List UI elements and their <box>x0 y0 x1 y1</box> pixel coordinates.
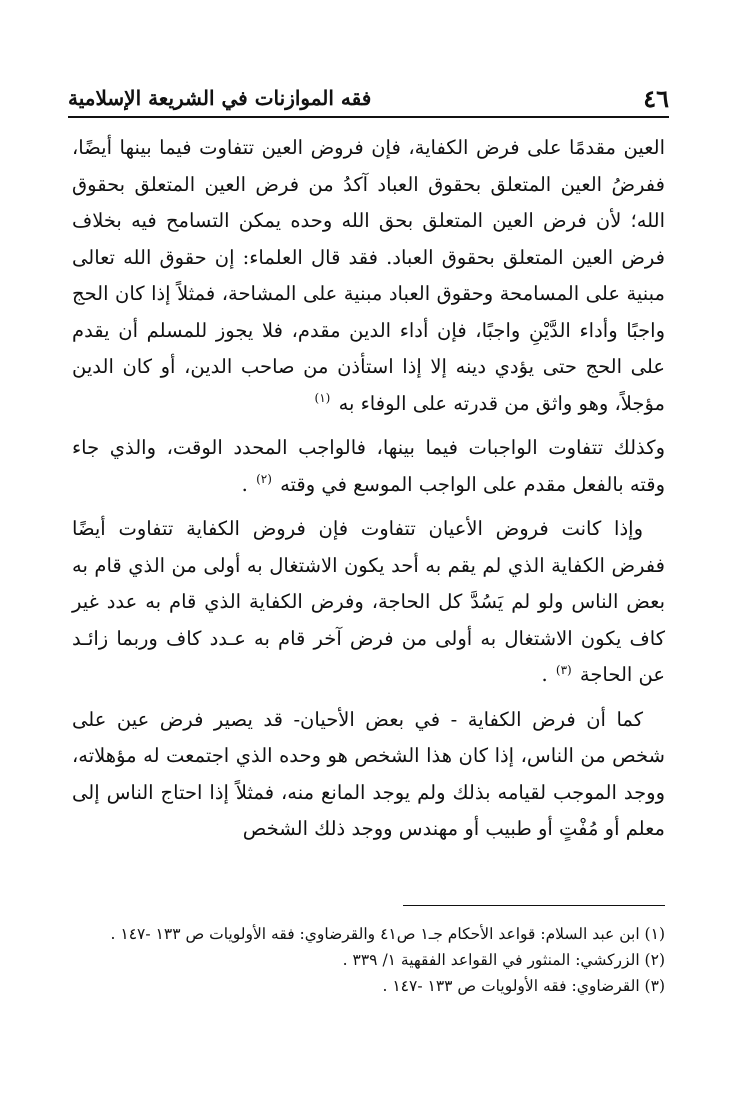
footnote-separator <box>403 905 665 906</box>
paragraph-1-text: العين مقدمًا على فرض الكفاية، فإن فروض العين تتفاوت فيما بينها أيضًا، ففرضُ العين المتعلق بحقوق العباد آكدُ من فرض العين المتعلق بحقوق الله؛ لأن فرض العين المتعلق بحق الله وحده يمكن التسامح فيه بخلاف فرض العين المتعلق بحقوق العباد. فقد قال العلماء: إن حقوق الله تعالى مبنية على المسامحة وحقوق العباد مبنية على المشاحة، فمثلاً إذا كان الحج واجبًا وأداء الدَّيْنِ واجبًا، فإن أداء الدين مقدم، فلا يجوز للمسلم أن يقدم على الحج حتى يؤدي دينه إلا إذا استأذن من صاحب الدين، أو كان الدين مؤجلاً، وهو واثق من قدرته على الوفاء به <box>72 136 665 415</box>
body-text <box>72 130 665 848</box>
footnote-marker-2: (٢) <box>256 472 272 486</box>
paragraph-4-text: كما أن فرض الكفاية - في بعض الأحيان- قد يصير فرض عين على شخص من الناس، إذا كان هذا الشخص هو وحده الذي اجتمعت له مؤهلاته، ووجد الموجب لقيامه بذلك ولم يوجد المانع منه، فمثلاً إذا احتاج الناس إلى معلم أو مُفْتٍ أو طبيب أو مهندس ووجد ذلك الشخص <box>72 707 665 840</box>
footnotes <box>72 922 665 1000</box>
period-3: . <box>541 663 548 686</box>
period-2: . <box>241 472 248 496</box>
footnote-marker-1: (١) <box>314 391 331 405</box>
paragraph-2-text: وكذلك تتفاوت الواجبات فيما بينها، فالواجب المحدد الوقت، والذي جاء وقته بالفعل مقدم على الواجب الموسع في وقته <box>72 436 665 496</box>
paragraph-2 <box>72 430 665 503</box>
footnote-1: (١) ابن عبد السلام: قواعد الأحكام جـ١ ص٤١ والقرضاوي: فقه الأولويات ص ١٣٣ -١٤٧ . <box>110 925 665 943</box>
footnote-marker-3: (٣) <box>555 662 572 677</box>
paragraph-3 <box>72 511 665 694</box>
footnote-2: (٢) الزركشي: المنثور في القواعد الفقهية ١/ ٣٣٩ . <box>342 951 665 969</box>
page-number: ٤٦ <box>643 83 669 113</box>
footnote-3: (٣) القرضاوي: فقه الأولويات ص ١٣٣ -١٤٧ . <box>382 977 665 995</box>
paragraph-4 <box>72 702 665 848</box>
running-title: فقه الموازنات في الشريعة الإسلامية <box>68 86 372 110</box>
page-header <box>68 80 669 118</box>
paragraph-3-text: وإذا كانت فروض الأعيان تتفاوت فإن فروض الكفاية تتفاوت أيضًا ففرض الكفاية الذي لم يقم به أحد يكون الاشتغال به أولى من الذي قام به بعض الناس ولو لم يَسُدَّ كل الحاجة، وفرض الكفاية الذي قام به عدد غير كاف يكون الاشتغال به أولى من فرض آخر قام به عـدد كاف وربما زائـد عن الحاجة <box>72 517 665 686</box>
paragraph-1 <box>72 130 665 422</box>
